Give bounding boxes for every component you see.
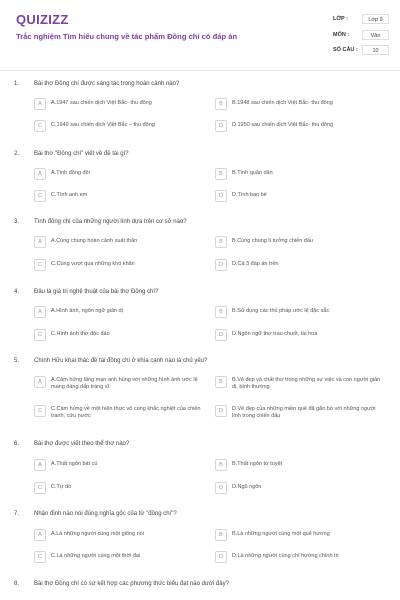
option-text: D.Ngũ ngôn [232, 484, 262, 490]
option-letter: B [215, 376, 227, 388]
grade-label: LỚP : [333, 16, 348, 22]
option-text: B.Là những người cùng một quê hương [232, 531, 330, 537]
option-letter: A [34, 459, 46, 471]
option-letter: C [34, 482, 46, 494]
option-text: A.Cảm hứng lãng mạn anh hùng với những hình ảnh ước lệ mang dáng dấp tráng sĩ [51, 377, 198, 390]
option-text: A.1947 sau chiến dịch Việt Bắc- thu đông [51, 100, 152, 106]
option-letter: A [34, 376, 46, 388]
option-text: B.Vẻ đẹp và chất thơ trong những sự việc và con người giản dị, bình thường [232, 377, 381, 390]
option-text: C.Hình ảnh thơ độc đáo [51, 331, 110, 337]
option-text: B.Tình quân dân [232, 170, 273, 176]
option-text: A.Là những người cùng một giống nòi [51, 531, 144, 537]
option-letter: C [34, 120, 46, 132]
option-letter: A [34, 306, 46, 318]
option-letter: B [215, 168, 227, 180]
option-letter: A [34, 98, 46, 110]
question-number: 6. [14, 441, 20, 447]
option-text: C.Là những người cùng một thời đại [51, 553, 141, 559]
option-letter: C [34, 190, 46, 202]
question-number: 1. [14, 81, 20, 87]
option-letter: C [34, 405, 46, 417]
option-text: A.Tình đồng đội [51, 170, 90, 176]
option-text: A.Thất ngôn bát cú [51, 461, 98, 467]
option-text: C.Cảm hứng về một hiện thực vô cùng khắc nghiệt của chiến tranh, cứu nước [51, 406, 201, 419]
option-letter: C [34, 551, 46, 563]
question-count-label: SỐ CÂU : [333, 47, 358, 53]
question-number: 8. [14, 581, 20, 587]
option-letter: B [215, 236, 227, 248]
option-letter: B [215, 306, 227, 318]
option-letter: A [34, 168, 46, 180]
worksheet-title: Trắc nghiệm Tìm hiểu chung về tác phẩm Đồng chí có đáp án [16, 32, 238, 41]
option-text: B.1948 sau chiến dịch Việt Bắc- thu đông [232, 100, 333, 106]
subject-label: MÔN : [333, 32, 350, 38]
option-text: D.Là những người cùng chí hướng chính trị [232, 553, 339, 559]
option-text: D.Tình bạn bè [232, 192, 267, 198]
question-text: Nhận định nào nói đúng nghĩa gốc của từ "đồng chí"? [34, 511, 177, 517]
option-text: B.Cùng chung lí tưởng chiến đấu [232, 238, 313, 244]
option-letter: D [215, 405, 227, 417]
option-letter: B [215, 98, 227, 110]
option-letter: D [215, 482, 227, 494]
option-letter: D [215, 551, 227, 563]
question-number: 3. [14, 219, 20, 225]
option-text: D.1950 sau chiến dịch Việt Bắc- thu đông [232, 122, 334, 128]
question-text: Bài thơ Đồng chí có sự kết hợp các phương thức biểu đạt nào dưới đây? [34, 581, 229, 587]
question-number: 7. [14, 511, 20, 517]
option-letter: B [215, 529, 227, 541]
option-letter: C [34, 259, 46, 271]
option-text: D.Vẻ đẹp của những miền quê đã gắn bó với những người lính trong chiến đấu [232, 406, 376, 419]
question-text: Bài thơ được viết theo thể thơ nào? [34, 441, 130, 447]
worksheet-header [0, 0, 400, 70]
quizizz-logo: QUIZIZZ [16, 12, 69, 27]
option-text: D.Ngôn ngữ thơ trau chuốt, tài hoa [232, 331, 318, 337]
option-text: A.Hình ảnh, ngôn ngữ giản dị [51, 308, 123, 314]
option-letter: A [34, 529, 46, 541]
question-number: 5. [14, 358, 20, 364]
option-letter: B [215, 459, 227, 471]
question-text: Bài thơ Đồng chí được sáng tác trong hoàn cảnh nào? [34, 81, 180, 87]
option-letter: D [215, 259, 227, 271]
option-text: B.Sử dụng các thủ pháp ước lệ đặc sắc [232, 308, 330, 314]
question-count-value: 10 [362, 45, 389, 55]
question-text: Tình đồng chí của những người lính dựa trên cơ sở nào? [34, 219, 187, 225]
option-text: C.Tình anh em [51, 192, 88, 198]
option-text: C.Tự do [51, 484, 72, 490]
option-text: C.Cùng vượt qua những khó khăn [51, 261, 135, 267]
question-text: Đâu là giá trị nghệ thuật của bài thơ Đồng chí? [34, 289, 159, 295]
option-letter: A [34, 236, 46, 248]
grade-value: Lớp 9 [362, 14, 389, 24]
option-letter: D [215, 329, 227, 341]
question-number: 4. [14, 289, 20, 295]
header-divider [0, 70, 400, 71]
option-text: D.Cả 3 đáp án trên [232, 261, 279, 267]
option-text: A.Cùng chung hoàn cảnh xuất thân [51, 238, 138, 244]
option-text: C.1949 sau chiến dịch Việt Bắc – thu đông [51, 122, 155, 128]
subject-value: Văn [362, 30, 389, 40]
option-letter: D [215, 120, 227, 132]
question-number: 2. [14, 151, 20, 157]
option-letter: D [215, 190, 227, 202]
question-text: Bài thơ "Đồng chí" viết về đề tài gì? [34, 151, 129, 157]
option-letter: C [34, 329, 46, 341]
question-text: Chính Hữu khai thác đề tài đồng chí ở khía cạnh nào là chủ yếu? [34, 358, 208, 364]
option-text: B.Thất ngôn tứ tuyệt [232, 461, 283, 467]
